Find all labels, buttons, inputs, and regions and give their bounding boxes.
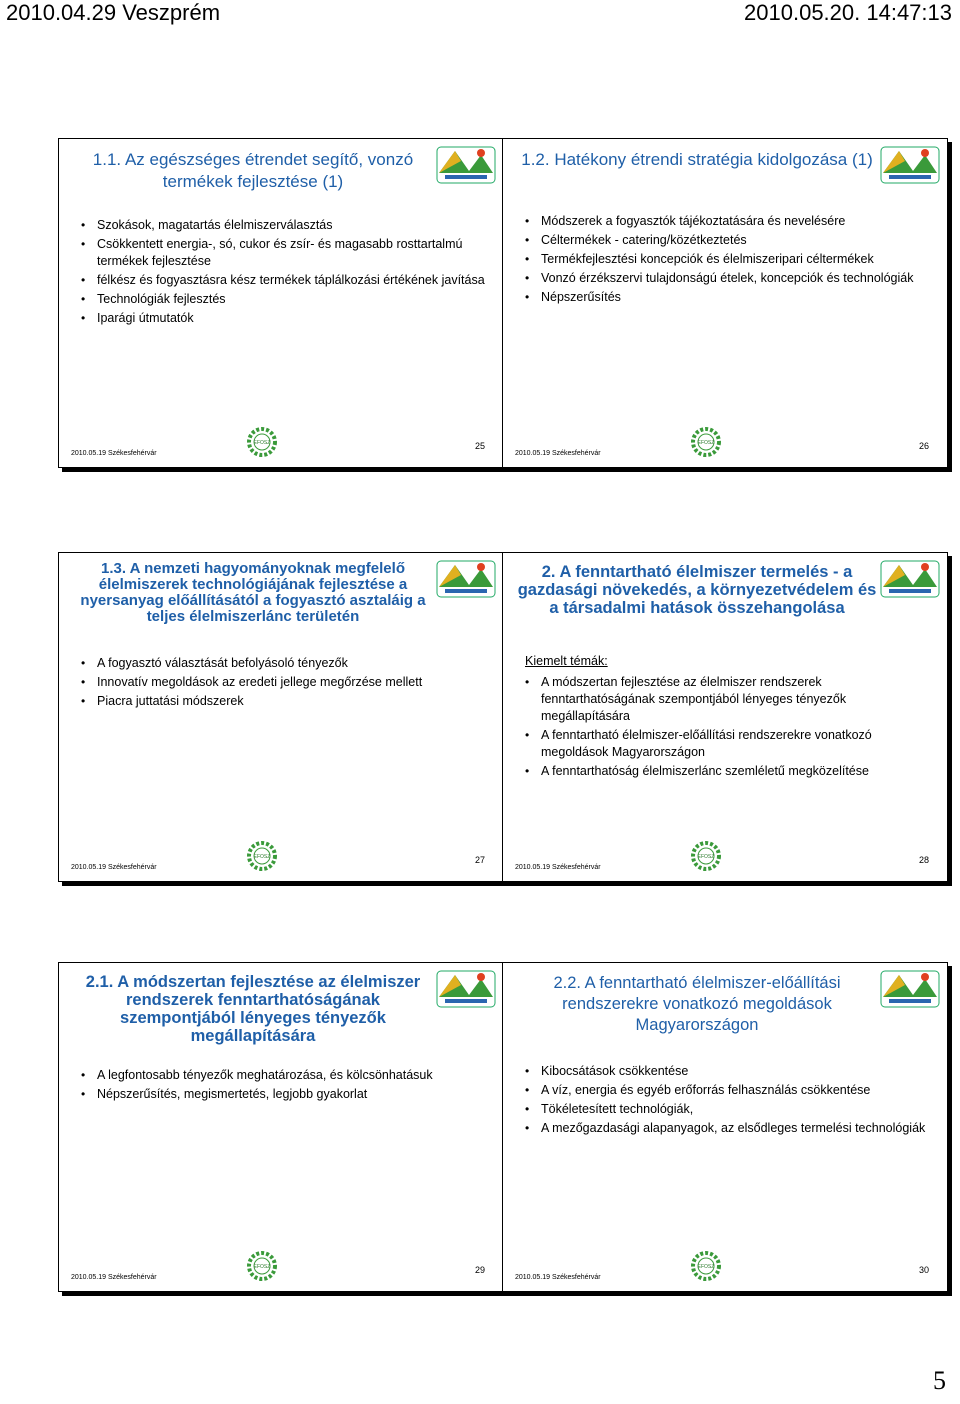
slide-footer: [71, 427, 491, 463]
list-item: • A fogyasztó választását befolyásoló tényezők: [81, 655, 489, 672]
slide-body: [81, 1067, 489, 1105]
slide-footer: [71, 841, 491, 877]
slide-body: [525, 1063, 933, 1139]
slide-25: [58, 138, 504, 468]
slide-title: 2. A fenntartható élelmiszer termelés - a gazdasági növekedés, a környezetvédelem és a társadalmi hatások összehangolása: [517, 563, 877, 617]
header-left: 2010.04.29 Veszprém: [6, 0, 221, 25]
list-item: • A fenntarthatóság élelmiszerlánc szemléletű megközelítése: [525, 763, 933, 780]
header-right: 2010.05.20. 14:47:13: [744, 0, 952, 25]
efosz-logo-text: EFOSZ: [697, 440, 715, 446]
list-item: • Csökkentett energia-, só, cukor és zsír- és magasabb rosttartalmú termékek fejlesztése: [81, 236, 489, 270]
efosz-logo-icon: [691, 427, 721, 457]
list-item: • Piacra juttatási módszerek: [81, 693, 489, 710]
list-item: • Termékfejlesztési koncepciók és élelmiszeripari céltermékek: [525, 251, 933, 268]
footer-date: 2010.05.19 Székesfehérvár: [515, 450, 601, 457]
slide-body: [525, 213, 933, 308]
list-item: • Technológiák fejlesztés: [81, 291, 489, 308]
footer-date: 2010.05.19 Székesfehérvár: [515, 864, 601, 871]
footer-date: 2010.05.19 Székesfehérvár: [71, 864, 157, 871]
efosz-logo-icon: [247, 427, 277, 457]
slide-footer: [515, 427, 935, 463]
footer-date: 2010.05.19 Székesfehérvár: [515, 1274, 601, 1281]
list-item: • Népszerűsítés: [525, 289, 933, 306]
footer-date: 2010.05.19 Székesfehérvár: [71, 1274, 157, 1281]
list-item: • Tökéletesített technológiák,: [525, 1101, 933, 1118]
slide-page-number: 29: [474, 1265, 485, 1275]
efosz-logo-text: EFOSZ: [253, 854, 271, 860]
footer-date: 2010.05.19 Székesfehérvár: [71, 450, 157, 457]
slide-title: 1.3. A nemzeti hagyományoknak megfelelő élelmiszerek technológiájának fejlesztése a nyersanyag előállításától a fogyasztó asztaláig a teljes élelmiszerlánc területén: [80, 560, 426, 625]
conference-logo-icon: [879, 967, 941, 1011]
conference-logo-icon: [435, 967, 497, 1011]
list-item: • félkész és fogyasztásra kész termékek táplálkozási értékének javítása: [81, 272, 489, 289]
conference-logo-icon: [435, 557, 497, 601]
efosz-logo-icon: [691, 1251, 721, 1281]
list-item: • A fenntartható élelmiszer-előállítási rendszerekre vonatkozó megoldások Magyarországon: [525, 727, 933, 761]
slide-28: [502, 552, 948, 882]
slide-page-number: 26: [918, 441, 929, 451]
efosz-logo-icon: [247, 841, 277, 871]
efosz-logo-text: EFOSZ: [697, 854, 715, 860]
slide-footer: [515, 841, 935, 877]
slide-page-number: 28: [918, 855, 929, 865]
list-item: • Szokások, magatartás élelmiszerválasztás: [81, 217, 489, 234]
efosz-logo-text: EFOSZ: [253, 440, 271, 446]
slide-footer: [515, 1251, 935, 1287]
efosz-logo-icon: [691, 841, 721, 871]
conference-logo-icon: [435, 143, 497, 187]
list-item: • A mezőgazdasági alapanyagok, az elsődleges termelési technológiák: [525, 1120, 933, 1137]
list-item: • Módszerek a fogyasztók tájékoztatására és nevelésére: [525, 213, 933, 230]
slide-body: [81, 655, 489, 712]
slide-page-number: 25: [474, 441, 485, 451]
slide-page-number: 30: [918, 1265, 929, 1275]
list-item: • Iparági útmutatók: [81, 310, 489, 327]
list-item: • A víz, energia és egyéb erőforrás felhasználás csökkentése: [525, 1082, 933, 1099]
list-item: • Kibocsátások csökkentése: [525, 1063, 933, 1080]
list-item: • Vonzó érzékszervi tulajdonságú ételek, koncepciók és technológiák: [525, 270, 933, 287]
slide-title: 2.2. A fenntartható élelmiszer-előállítási rendszerekre vonatkozó megoldások Magyarországon: [553, 974, 841, 1034]
efosz-logo-text: EFOSZ: [697, 1264, 715, 1270]
slide-29: [58, 962, 504, 1292]
slide-footer: [71, 1251, 491, 1287]
slide-27: [58, 552, 504, 882]
document-page-number: 5: [933, 1366, 946, 1395]
slide-title: 2.1. A módszertan fejlesztése az élelmiszer rendszerek fenntarthatóságának szempontjából lényeges tényezők megállapítására: [85, 973, 421, 1045]
slide-page-number: 27: [474, 855, 485, 865]
slide-body: [81, 217, 489, 329]
list-item: • A legfontosabb tényezők meghatározása, és kölcsönhatásuk: [81, 1067, 489, 1084]
slide-30: [502, 962, 948, 1292]
list-item: • Népszerűsítés, megismertetés, legjobb gyakorlat: [81, 1086, 489, 1103]
conference-logo-icon: [879, 557, 941, 601]
list-item: • A módszertan fejlesztése az élelmiszer rendszerek fenntarthatóságának szempontjából lényeges tényezők megállapítására: [525, 674, 933, 725]
kiemelt-temak-label: Kiemelt témák:: [525, 654, 608, 668]
list-item: • Céltermékek - catering/közétkeztetés: [525, 232, 933, 249]
slide-26: [502, 138, 948, 468]
efosz-logo-icon: [247, 1251, 277, 1281]
efosz-logo-text: EFOSZ: [253, 1264, 271, 1270]
conference-logo-icon: [879, 143, 941, 187]
slide-body: [525, 653, 933, 782]
slide-title: 1.2. Hatékony étrendi stratégia kidolgozása (1): [521, 150, 873, 169]
slide-title: 1.1. Az egészséges étrendet segítő, vonzó termékek fejlesztése (1): [92, 150, 414, 191]
list-item: • Innovatív megoldások az eredeti jellege megőrzése mellett: [81, 674, 489, 691]
